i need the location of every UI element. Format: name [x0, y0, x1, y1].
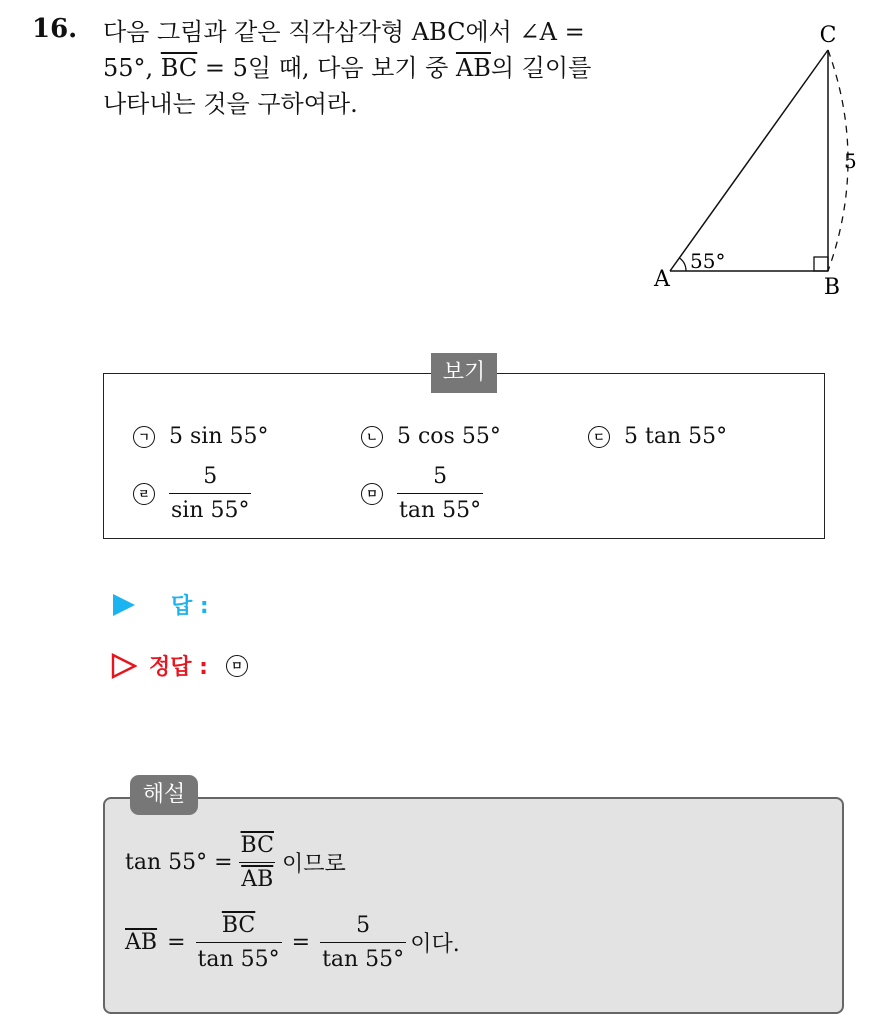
- segment-ab: $\overline{AB}$: [455, 54, 491, 82]
- option-5: [361, 464, 483, 523]
- question-line-3: 나타내는 것을 구하여라.: [103, 90, 358, 118]
- correct-answer-marker: ㅁ: [226, 655, 248, 677]
- vertex-b-label: B: [823, 275, 841, 300]
- explanation-box: [103, 797, 844, 1014]
- option-marker: ㅁ: [361, 483, 383, 505]
- question-line-1: 다음 그림과 같은 직각삼각형 ABC에서 ∠A =: [103, 18, 585, 46]
- answer-label: 답 :: [171, 594, 209, 619]
- explanation-title: 해설: [130, 775, 198, 815]
- ratio-fraction: $\frac{\overline{BC}}{AB}$: [240, 833, 274, 892]
- option-3: [588, 424, 727, 449]
- filled-triangle-icon: [111, 592, 137, 618]
- vertex-c-label: C: [819, 23, 837, 48]
- explanation-line-2: $\overline{AB}$ = $\frac{\overline{BC}}{\tan 55^\circ}$ = $\frac{5}{\tan 55^\circ}$ 이다.: [125, 913, 460, 972]
- explanation-line-1: tan 55° = $\frac{\overline{BC}}{AB}$ 이므로: [125, 833, 346, 892]
- option-marker: ㄴ: [361, 426, 383, 448]
- option-text: 5 sin 55°: [169, 424, 269, 449]
- question-number: 16.: [32, 14, 78, 44]
- option-text: 5 tan 55°: [624, 424, 728, 449]
- side-length-label: 5: [844, 149, 857, 173]
- option-fraction: $\frac{5}{\sin 55^\circ}$: [171, 464, 250, 523]
- outline-triangle-icon: [111, 653, 137, 679]
- right-angle-mark: [814, 257, 828, 271]
- option-text: 5 cos 55°: [397, 424, 501, 449]
- fraction-2: $\frac{5}{\tan 55^\circ}$: [322, 913, 405, 972]
- bogi-title: 보기: [431, 353, 497, 393]
- vertex-a-label: A: [654, 267, 670, 292]
- question-line-2: 55°, $\overline{BC} = 5$일 때, 다음 보기 중 $\overline{AB}$의 길이를: [103, 54, 592, 82]
- triangle-diagram: [640, 18, 870, 303]
- segment-bc: $\overline{BC}$: [160, 54, 198, 82]
- option-marker: ㄷ: [588, 426, 610, 448]
- option-4: [133, 464, 251, 523]
- question-text: [103, 14, 623, 122]
- option-fraction: $\frac{5}{\tan 55^\circ}$: [399, 464, 482, 523]
- option-1: [133, 424, 268, 449]
- answer-row: [111, 589, 209, 620]
- option-marker: ㄱ: [133, 426, 155, 448]
- fraction-1: $\frac{\overline{BC}}{\tan 55^\circ}$: [197, 913, 280, 972]
- angle-arc: [680, 258, 687, 271]
- option-marker: ㄹ: [133, 483, 155, 505]
- option-2: [361, 424, 501, 449]
- correct-answer-row: [111, 650, 262, 681]
- angle-label: 55°: [690, 249, 726, 273]
- correct-answer-label: 정답 :: [149, 655, 208, 680]
